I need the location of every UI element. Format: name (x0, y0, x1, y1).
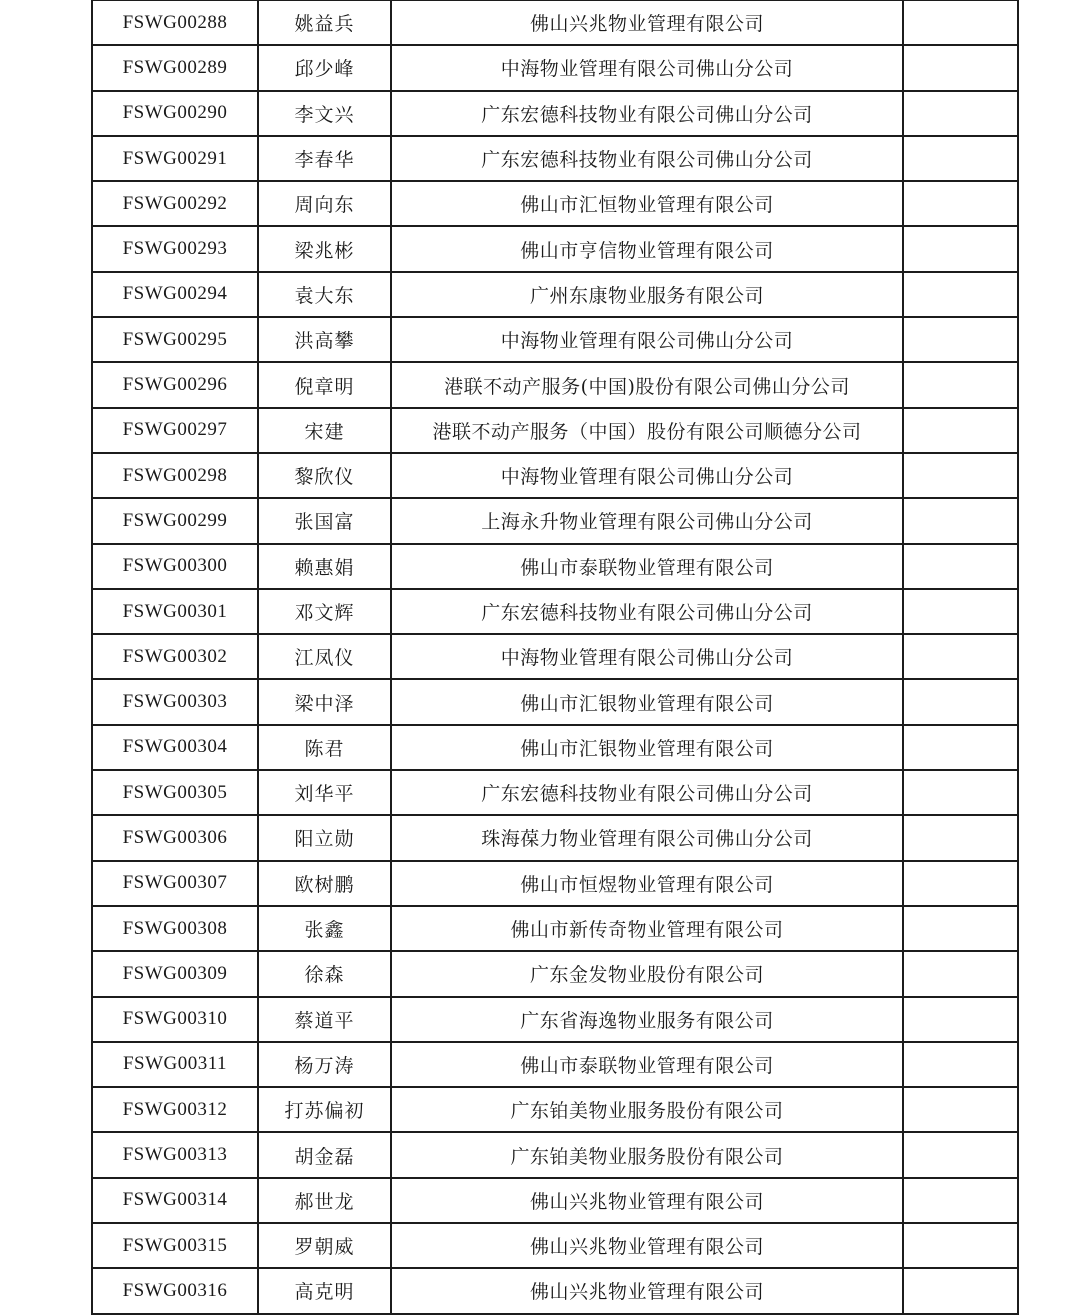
remarks-cell (903, 997, 1018, 1042)
table-row (92, 1268, 1018, 1313)
registration-number-cell: FSWG00289 (92, 45, 258, 90)
company-name-cell: 佛山兴兆物业管理有限公司 (391, 1178, 903, 1223)
remarks-cell (903, 951, 1018, 996)
company-name-cell: 佛山兴兆物业管理有限公司 (391, 1223, 903, 1268)
company-name-cell: 中海物业管理有限公司佛山分公司 (391, 634, 903, 679)
remarks-cell (903, 589, 1018, 634)
registration-number-cell: FSWG00290 (92, 91, 258, 136)
remarks-cell (903, 362, 1018, 407)
company-name-cell: 佛山市泰联物业管理有限公司 (391, 1042, 903, 1087)
person-name-cell: 杨万涛 (258, 1042, 391, 1087)
remarks-cell (903, 226, 1018, 271)
company-name-cell: 港联不动产服务（中国）股份有限公司顺德分公司 (391, 408, 903, 453)
person-name-cell: 周向东 (258, 181, 391, 226)
registration-number-cell: FSWG00311 (92, 1042, 258, 1087)
company-name-cell: 中海物业管理有限公司佛山分公司 (391, 317, 903, 362)
table-row (92, 951, 1018, 996)
company-name-cell: 佛山市恒煜物业管理有限公司 (391, 861, 903, 906)
remarks-cell (903, 906, 1018, 951)
table-row (92, 634, 1018, 679)
registration-number-cell: FSWG00306 (92, 815, 258, 860)
remarks-cell (903, 861, 1018, 906)
person-name-cell: 刘华平 (258, 770, 391, 815)
person-name-cell: 李文兴 (258, 91, 391, 136)
company-name-cell: 佛山兴兆物业管理有限公司 (391, 1268, 903, 1313)
remarks-cell (903, 544, 1018, 589)
company-name-cell: 佛山兴兆物业管理有限公司 (391, 0, 903, 45)
registration-number-cell: FSWG00313 (92, 1132, 258, 1177)
registration-number-cell: FSWG00312 (92, 1087, 258, 1132)
table-row (92, 1042, 1018, 1087)
table-row (92, 136, 1018, 181)
table-row (92, 679, 1018, 724)
table-row (92, 408, 1018, 453)
person-name-cell: 倪章明 (258, 362, 391, 407)
registration-number-cell: FSWG00315 (92, 1223, 258, 1268)
table-row (92, 589, 1018, 634)
person-name-cell: 打苏偏初 (258, 1087, 391, 1132)
person-name-cell: 胡金磊 (258, 1132, 391, 1177)
personnel-table (91, 0, 1019, 1315)
registration-number-cell: FSWG00295 (92, 317, 258, 362)
remarks-cell (903, 770, 1018, 815)
registration-number-cell: FSWG00302 (92, 634, 258, 679)
registration-number-cell: FSWG00291 (92, 136, 258, 181)
remarks-cell (903, 0, 1018, 45)
registration-number-cell: FSWG00299 (92, 498, 258, 543)
registration-number-cell: FSWG00292 (92, 181, 258, 226)
registration-number-cell: FSWG00310 (92, 997, 258, 1042)
remarks-cell (903, 136, 1018, 181)
remarks-cell (903, 498, 1018, 543)
person-name-cell: 欧树鹏 (258, 861, 391, 906)
company-name-cell: 广东铂美物业服务股份有限公司 (391, 1132, 903, 1177)
remarks-cell (903, 317, 1018, 362)
table-row (92, 725, 1018, 770)
registration-number-cell: FSWG00314 (92, 1178, 258, 1223)
table-row (92, 906, 1018, 951)
person-name-cell: 袁大东 (258, 272, 391, 317)
table-row (92, 997, 1018, 1042)
person-name-cell: 高克明 (258, 1268, 391, 1313)
company-name-cell: 中海物业管理有限公司佛山分公司 (391, 453, 903, 498)
remarks-cell (903, 1268, 1018, 1313)
registration-number-cell: FSWG00297 (92, 408, 258, 453)
remarks-cell (903, 634, 1018, 679)
person-name-cell: 邓文辉 (258, 589, 391, 634)
registration-number-cell: FSWG00304 (92, 725, 258, 770)
table-row (92, 0, 1018, 45)
registration-number-cell: FSWG00293 (92, 226, 258, 271)
person-name-cell: 姚益兵 (258, 0, 391, 45)
person-name-cell: 梁中泽 (258, 679, 391, 724)
registration-number-cell: FSWG00307 (92, 861, 258, 906)
registration-number-cell: FSWG00288 (92, 0, 258, 45)
company-name-cell: 佛山市泰联物业管理有限公司 (391, 544, 903, 589)
table-row (92, 815, 1018, 860)
person-name-cell: 罗朝威 (258, 1223, 391, 1268)
table-row (92, 362, 1018, 407)
person-name-cell: 张国富 (258, 498, 391, 543)
person-name-cell: 陈君 (258, 725, 391, 770)
person-name-cell: 江凤仪 (258, 634, 391, 679)
person-name-cell: 邱少峰 (258, 45, 391, 90)
registration-number-cell: FSWG00316 (92, 1268, 258, 1313)
company-name-cell: 佛山市亨信物业管理有限公司 (391, 226, 903, 271)
person-name-cell: 蔡道平 (258, 997, 391, 1042)
person-name-cell: 张鑫 (258, 906, 391, 951)
person-name-cell: 郝世龙 (258, 1178, 391, 1223)
remarks-cell (903, 679, 1018, 724)
table-row (92, 861, 1018, 906)
company-name-cell: 广东金发物业股份有限公司 (391, 951, 903, 996)
table-row (92, 45, 1018, 90)
company-name-cell: 佛山市汇恒物业管理有限公司 (391, 181, 903, 226)
company-name-cell: 广州东康物业服务有限公司 (391, 272, 903, 317)
registration-number-cell: FSWG00305 (92, 770, 258, 815)
table-row (92, 226, 1018, 271)
table-row (92, 453, 1018, 498)
remarks-cell (903, 453, 1018, 498)
company-name-cell: 中海物业管理有限公司佛山分公司 (391, 45, 903, 90)
remarks-cell (903, 815, 1018, 860)
registration-number-cell: FSWG00303 (92, 679, 258, 724)
registration-number-cell: FSWG00300 (92, 544, 258, 589)
person-name-cell: 徐森 (258, 951, 391, 996)
company-name-cell: 上海永升物业管理有限公司佛山分公司 (391, 498, 903, 543)
remarks-cell (903, 1042, 1018, 1087)
table-row (92, 1223, 1018, 1268)
registration-number-cell: FSWG00309 (92, 951, 258, 996)
person-name-cell: 阳立勋 (258, 815, 391, 860)
registration-number-cell: FSWG00294 (92, 272, 258, 317)
table-row (92, 91, 1018, 136)
company-name-cell: 广东铂美物业服务股份有限公司 (391, 1087, 903, 1132)
remarks-cell (903, 91, 1018, 136)
person-name-cell: 李春华 (258, 136, 391, 181)
table-row (92, 770, 1018, 815)
remarks-cell (903, 45, 1018, 90)
remarks-cell (903, 1223, 1018, 1268)
table-row (92, 317, 1018, 362)
company-name-cell: 广东宏德科技物业有限公司佛山分公司 (391, 589, 903, 634)
table-row (92, 1087, 1018, 1132)
remarks-cell (903, 408, 1018, 453)
company-name-cell: 珠海葆力物业管理有限公司佛山分公司 (391, 815, 903, 860)
registration-number-cell: FSWG00296 (92, 362, 258, 407)
table-row (92, 544, 1018, 589)
remarks-cell (903, 725, 1018, 770)
registration-number-cell: FSWG00301 (92, 589, 258, 634)
company-name-cell: 港联不动产服务(中国)股份有限公司佛山分公司 (391, 362, 903, 407)
person-name-cell: 黎欣仪 (258, 453, 391, 498)
company-name-cell: 佛山市新传奇物业管理有限公司 (391, 906, 903, 951)
person-name-cell: 宋建 (258, 408, 391, 453)
registration-number-cell: FSWG00308 (92, 906, 258, 951)
remarks-cell (903, 181, 1018, 226)
company-name-cell: 广东宏德科技物业有限公司佛山分公司 (391, 136, 903, 181)
company-name-cell: 广东省海逸物业服务有限公司 (391, 997, 903, 1042)
person-name-cell: 梁兆彬 (258, 226, 391, 271)
table-row (92, 181, 1018, 226)
table-row (92, 1132, 1018, 1177)
company-name-cell: 广东宏德科技物业有限公司佛山分公司 (391, 770, 903, 815)
table-row (92, 498, 1018, 543)
remarks-cell (903, 272, 1018, 317)
company-name-cell: 佛山市汇银物业管理有限公司 (391, 679, 903, 724)
remarks-cell (903, 1087, 1018, 1132)
table-body (92, 0, 1018, 1314)
company-name-cell: 佛山市汇银物业管理有限公司 (391, 725, 903, 770)
table-row (92, 1178, 1018, 1223)
remarks-cell (903, 1132, 1018, 1177)
registration-number-cell: FSWG00298 (92, 453, 258, 498)
table-row (92, 272, 1018, 317)
person-name-cell: 洪高攀 (258, 317, 391, 362)
remarks-cell (903, 1178, 1018, 1223)
company-name-cell: 广东宏德科技物业有限公司佛山分公司 (391, 91, 903, 136)
person-name-cell: 赖惠娟 (258, 544, 391, 589)
